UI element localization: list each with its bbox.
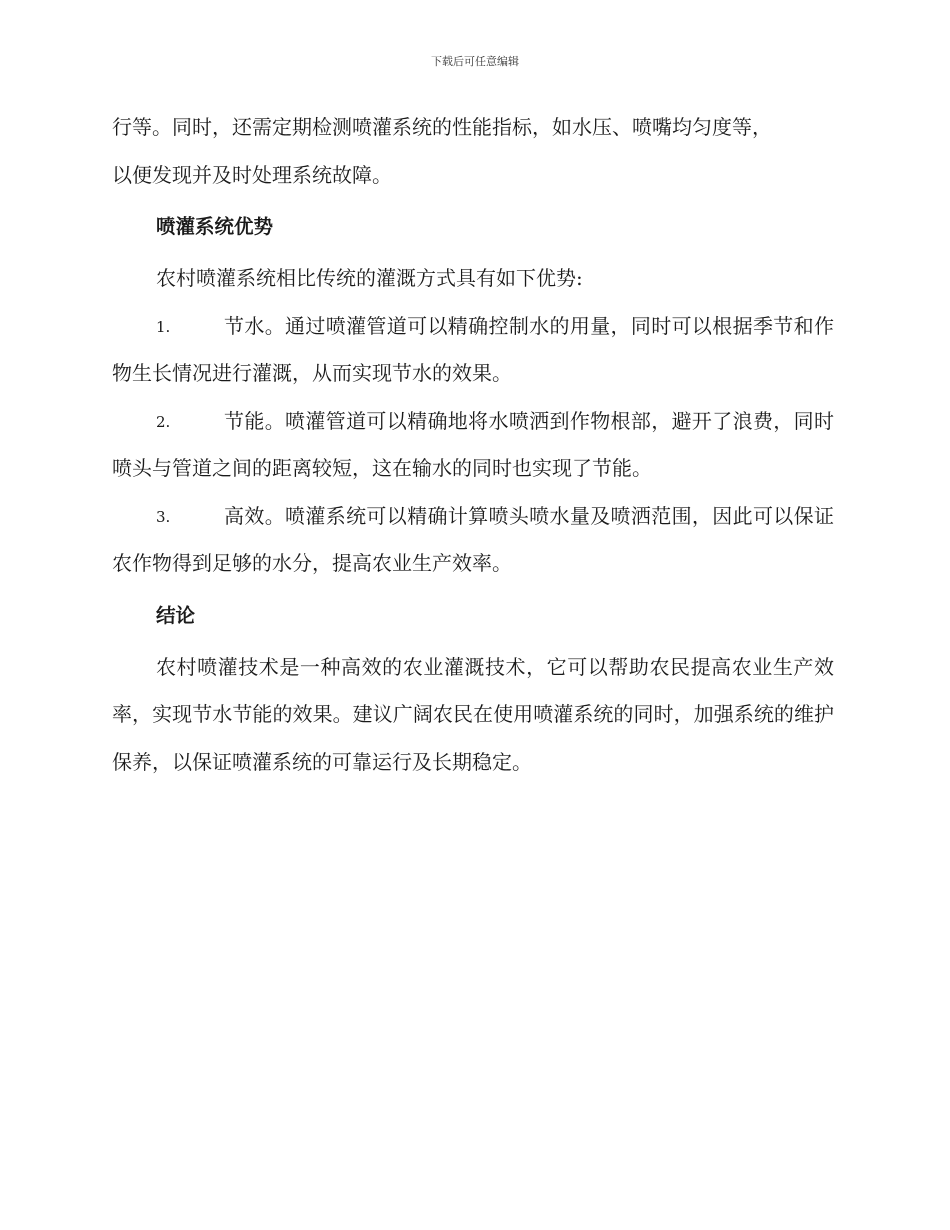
- document-body: [112, 104, 834, 786]
- intro-paragraph: [112, 104, 834, 199]
- list-item-text: 节能。喷灌管道可以精确地将水喷洒到作物根部，避开了浪费，同时喷头与管道之间的距离较短，这在输水的同时也实现了节能。: [112, 408, 834, 480]
- list-item-text: 节水。通过喷灌管道可以精确控制水的用量，同时可以根据季节和作物生长情况进行灌溉，从而实现节水的效果。: [112, 313, 834, 385]
- list-item: [112, 398, 834, 493]
- page-header: 下载后可任意编辑: [431, 55, 519, 68]
- conclusion-paragraph: 农村喷灌技术是一种高效的农业灌溉技术，它可以帮助农民提高农业生产效率，实现节水节能的效果。建议广阔农民在使用喷灌系统的同时，加强系统的维护保养，以保证喷灌系统的可靠运行及长期稳定。: [112, 654, 834, 774]
- list-item-text: 高效。喷灌系统可以精确计算喷头喷水量及喷洒范围，因此可以保证农作物得到足够的水分，提高农业生产效率。: [112, 503, 834, 575]
- advantages-lead-paragraph: 农村喷灌系统相比传统的灌溉方式具有如下优势:: [156, 266, 583, 290]
- list-item-number: 1.: [156, 317, 171, 336]
- section-heading-advantages: 喷灌系统优势: [156, 215, 274, 238]
- list-item-number: 2.: [156, 412, 171, 431]
- list-item: [112, 303, 834, 398]
- list-item: [112, 493, 834, 588]
- intro-line-1: 行等。同时，还需定期检测喷灌系统的性能指标，如水压、喷嘴均匀度等，: [112, 115, 772, 139]
- section-heading-conclusion: 结论: [156, 603, 196, 627]
- intro-line-2: 以便发现并及时处理系统故障。: [112, 162, 392, 187]
- list-item-number: 3.: [156, 507, 171, 526]
